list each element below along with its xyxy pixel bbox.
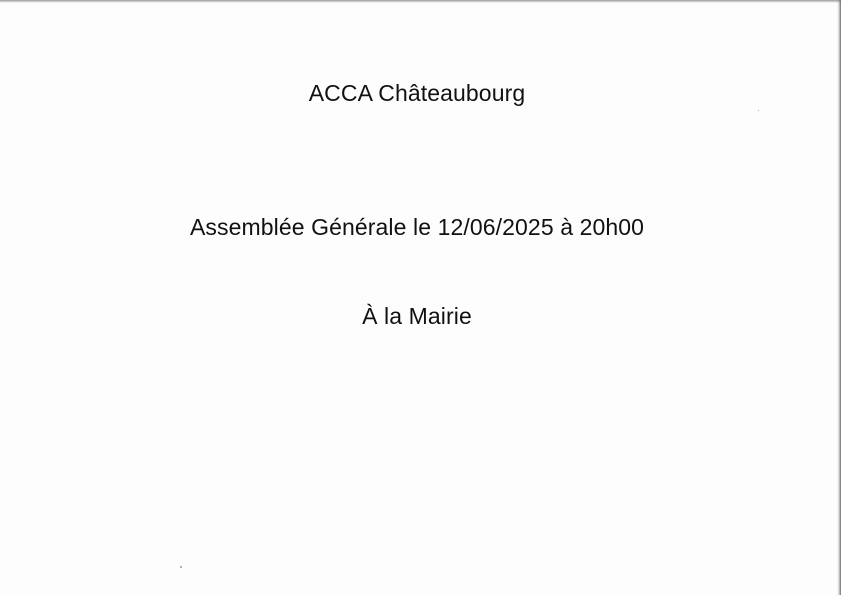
event-location: À la Mairie — [362, 303, 472, 329]
document-title: ACCA Châteaubourg — [308, 80, 526, 106]
scan-speck — [180, 566, 182, 568]
scan-edge-top — [0, 0, 841, 3]
scan-edge-right — [837, 0, 841, 595]
event-announcement: Assemblée Générale le 12/06/2025 à 20h00 — [189, 214, 645, 240]
scan-speck — [758, 110, 759, 111]
